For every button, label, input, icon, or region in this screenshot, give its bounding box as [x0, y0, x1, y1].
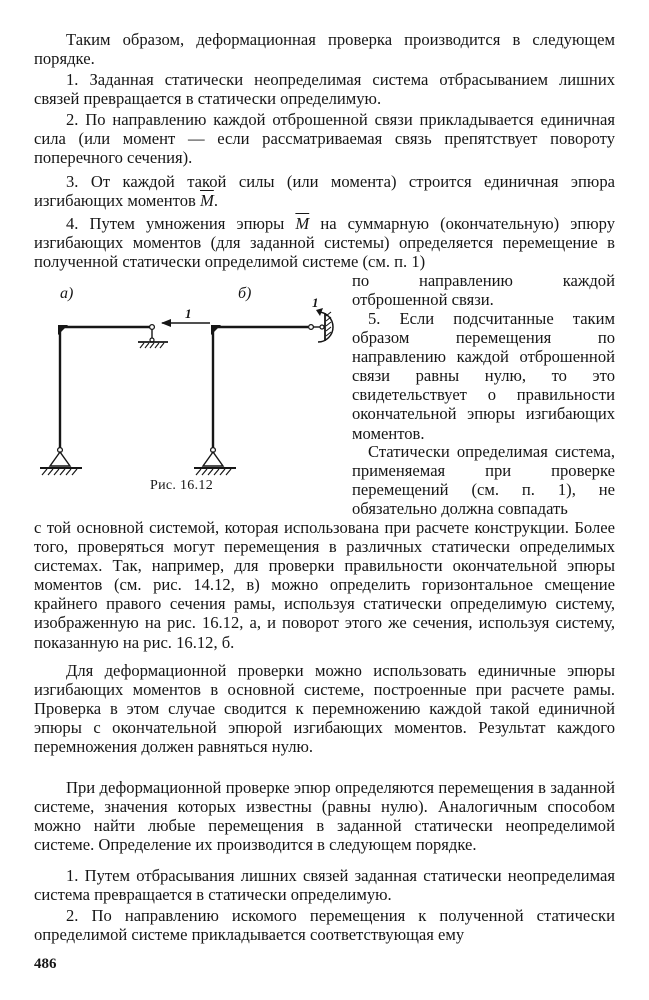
- unit-diagrams-paragraph: Для деформационной проверки можно использовать единичные эпюры изгибающих моментов в основной системе, построенные при расчете рамы. Проверка в этом случае сводится к перемножению каждой такой единичной эпюры с окончательной эпюрой изгибающих моментов. Результат каждого перемножения должен равняться нулю.: [34, 661, 615, 757]
- step-3-paragraph: 3. От каждой такой силы (или момента) строится единичная эпюра изгибающих моментов $\overline{M}$.: [34, 172, 615, 211]
- static-system-paragraph-start: Статически определимая система, применяемая при проверке перемещений (см. п. 1), не обязательно должна совпадать: [352, 442, 615, 519]
- load-b-label: 1: [312, 295, 319, 310]
- step-1-paragraph: 1. Заданная статически неопределимая система отбрасыванием лишних связей превращается в статически определимую.: [34, 70, 615, 109]
- static-system-paragraph-end: с той основной системой, которая использована при расчете конструкции. Более того, проверяться могут перемещения в различных статически определимых системах. Так, например, для проверки правильности окончательной эпюры моментов (см. рис. 14.12, в) можно определить горизонтальное смещение крайнего правого сечения рамы, используя статически определимую систему, изображенную на рис. 16.12, а, и поворот этого же сечения, используя систему, показанную на рис. 16.12, б.: [34, 518, 615, 652]
- step-4-end: по направлению каждой отброшенной связи.: [352, 271, 615, 310]
- step-5-paragraph: 5. Если подсчитанные таким образом перемещения по направлению каждой отброшенной связи равны нулю, то это свидетельствует о правильности окончательной эпюры изгибающих моментов.: [352, 309, 615, 443]
- m-bar-symbol: $\overline{M}$: [199, 191, 214, 211]
- step-4-paragraph: [34, 214, 615, 271]
- step-b-1-paragraph: 1. Путем отбрасывания лишних связей заданная статически неопределимая система превращается в статически определимую.: [34, 866, 615, 905]
- step-4-rest: на суммарную (окончательную) эпюру изгибающих моментов (для заданной системы) определяется перемещение в полученной статически определимой системе (см. п. 1): [34, 214, 615, 272]
- figure-16-12: [30, 280, 348, 500]
- intro-paragraph: Таким образом, деформационная проверка производится в следующем порядке.: [34, 30, 615, 69]
- label-a: а): [60, 285, 74, 302]
- step-4-start: 4. Путем умножения эпюры: [66, 214, 285, 233]
- page-number: 486: [34, 956, 57, 972]
- label-b: б): [238, 285, 252, 302]
- m-bar-symbol-2: $\overline{M}$: [295, 214, 310, 233]
- step-3-text: 3. От каждой такой силы (или момента) строится единичная эпюра изгибающих моментов: [34, 172, 615, 211]
- frame-a: [40, 319, 210, 475]
- frame-b: [194, 308, 333, 475]
- step-b-2-paragraph: 2. По направлению искомого перемещения к полученной статически определимой системе прикладывается соответствующая ему: [34, 906, 615, 945]
- figure-caption: Рис. 16.12: [150, 478, 213, 493]
- step-2-paragraph: 2. По направлению каждой отброшенной связи прикладывается единичная сила (или момент — если рассматриваемая связь препятствует повороту поперечного сечения).: [34, 110, 615, 168]
- displacement-check-paragraph: При деформационной проверке эпюр определяются перемещения в заданной системе, значения которых известны (равны нулю). Аналогичным способом можно найти любые перемещения в заданной статически неопределимой системе. Определение их производится в следующем порядке.: [34, 778, 615, 855]
- load-a-label: 1: [185, 306, 192, 321]
